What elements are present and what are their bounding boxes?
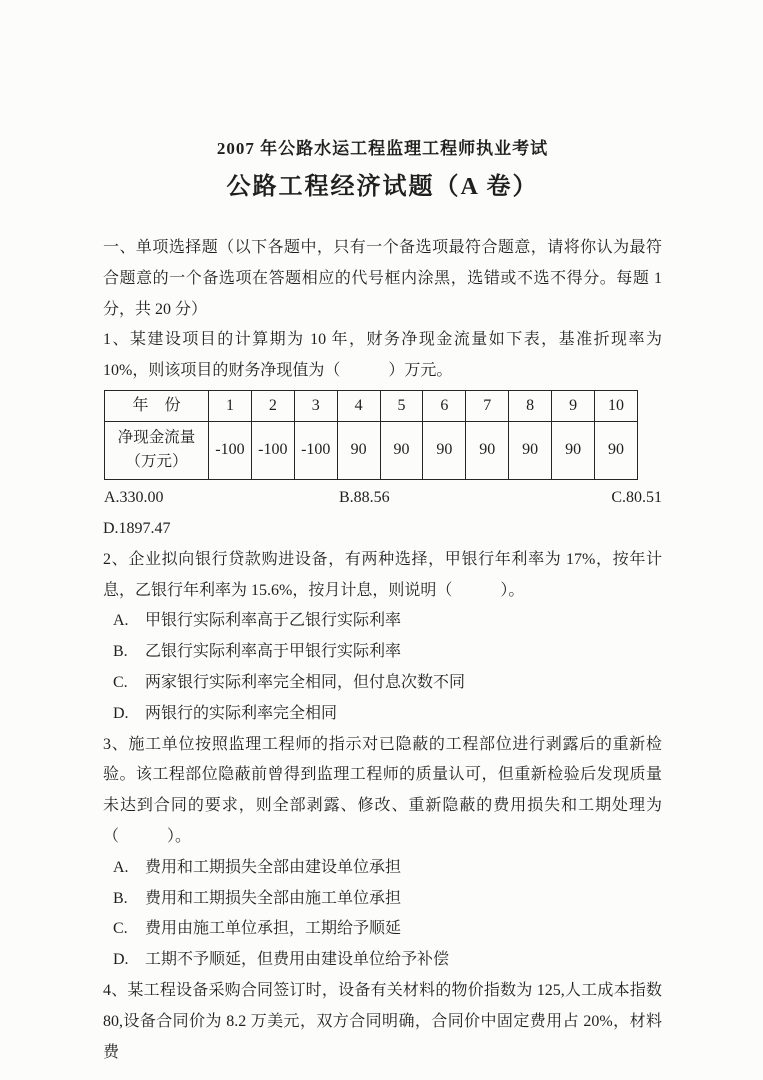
option-text: 费用和工期损失全部由建设单位承担 — [145, 858, 402, 876]
document-subtitle: 公路工程经济试题（A 卷） — [226, 174, 539, 200]
question-3-stem: 3、施工单位按照监理工程师的指示对已隐蔽的工程部位进行剥露后的重新检验。该工程部位隐蔽前曾得到监理工程师的质量认可，但重新检验后发现质量未达到合同的要求，则全部剥露、修改、重新隐蔽的费用损失和工期处理为（ ）。 — [103, 735, 662, 845]
option-text: 费用和工期损失全部由施工单位承担 — [145, 889, 402, 907]
year-cell: 5 — [380, 390, 423, 421]
cashflow-value-cell: 90 — [552, 421, 595, 479]
cashflow-label-line1: 净现金流量 — [117, 429, 196, 447]
option-text: 甲银行实际利率高于乙银行实际利率 — [145, 612, 402, 630]
year-cell: 1 — [209, 390, 252, 421]
year-cell: 9 — [552, 390, 595, 421]
table-year-row — [105, 390, 638, 421]
cashflow-value-cell: 90 — [466, 421, 509, 479]
question-3-option-b — [103, 884, 662, 915]
cashflow-value-cell: 90 — [380, 421, 423, 479]
option-label: B. — [113, 643, 128, 661]
question-2-option-b — [103, 637, 662, 668]
question-3-option-a — [103, 853, 662, 884]
option-label: B. — [113, 889, 128, 907]
table-cashflow-row — [105, 421, 638, 479]
document-title: 2007 年公路水运工程监理工程师执业考试 — [216, 139, 549, 158]
option-label: C. — [113, 920, 128, 938]
year-header-cell: 年 份 — [105, 390, 209, 421]
question-4-stem: 4、某工程设备采购合同签订时，设备有关材料的物价指数为 125,人工成本指数 80,设备合同价为 8.2 万美元，双方合同明确，合同价中固定费用占 20%，材料费 — [103, 981, 662, 1061]
question-1-option-b: B.88.56 — [339, 488, 390, 506]
year-cell: 8 — [509, 390, 552, 421]
option-label: D. — [113, 951, 129, 969]
cashflow-value-cell: -100 — [209, 421, 252, 479]
cashflow-value-cell: -100 — [251, 421, 294, 479]
cashflow-value-cell: 90 — [423, 421, 466, 479]
option-text: 工期不予顺延，但费用由建设单位给予补偿 — [145, 951, 450, 969]
question-2-option-a — [103, 606, 662, 637]
question-1-option-c: C.80.51 — [611, 488, 662, 506]
year-cell: 6 — [423, 390, 466, 421]
cashflow-value-cell: 90 — [595, 421, 638, 479]
cashflow-table — [104, 390, 638, 480]
question-1-options-row — [103, 483, 662, 514]
option-label: D. — [113, 704, 129, 722]
year-cell: 4 — [337, 390, 380, 421]
year-cell: 10 — [595, 390, 638, 421]
section-intro: 一、单项选择题（以下各题中，只有一个备选项最符合题意，请将你认为最符合题意的一个备选项在答题相应的代号框内涂黑，选错或不选不得分。每题 1 分，共 20 分） — [103, 239, 662, 318]
question-1-option-a: A.330.00 — [104, 488, 164, 506]
option-label: C. — [113, 673, 128, 691]
question-1-option-d: D.1897.47 — [103, 519, 171, 537]
option-text: 两银行的实际利率完全相同 — [145, 704, 338, 722]
question-2-stem: 2、企业拟向银行贷款购进设备，有两种选择，甲银行年利率为 17%，按年计息，乙银行年利率为 15.6%，按月计息，则说明（ ）。 — [103, 550, 662, 599]
option-label: A. — [113, 612, 129, 630]
option-text: 两家银行实际利率完全相同，但付息次数不同 — [145, 673, 466, 691]
page-content — [103, 138, 662, 1068]
question-2-option-c — [103, 668, 662, 699]
question-3-option-c — [103, 914, 662, 945]
cashflow-value-cell: 90 — [337, 421, 380, 479]
year-cell: 3 — [294, 390, 337, 421]
year-cell: 2 — [251, 390, 294, 421]
cashflow-value-cell: 90 — [509, 421, 552, 479]
option-text: 乙银行实际利率高于甲银行实际利率 — [145, 643, 402, 661]
year-cell: 7 — [466, 390, 509, 421]
question-2-option-d — [103, 699, 662, 730]
cashflow-label-cell — [105, 421, 209, 479]
question-1-stem: 1、某建设项目的计算期为 10 年，财务净现金流量如下表，基准折现率为 10%，则该项目的财务净现值为（ ）万元。 — [103, 331, 662, 380]
cashflow-label-line2: （万元） — [125, 453, 188, 471]
option-text: 费用由施工单位承担，工期给予顺延 — [145, 920, 402, 938]
question-3-option-d — [103, 945, 662, 976]
cashflow-value-cell: -100 — [294, 421, 337, 479]
option-label: A. — [113, 858, 129, 876]
